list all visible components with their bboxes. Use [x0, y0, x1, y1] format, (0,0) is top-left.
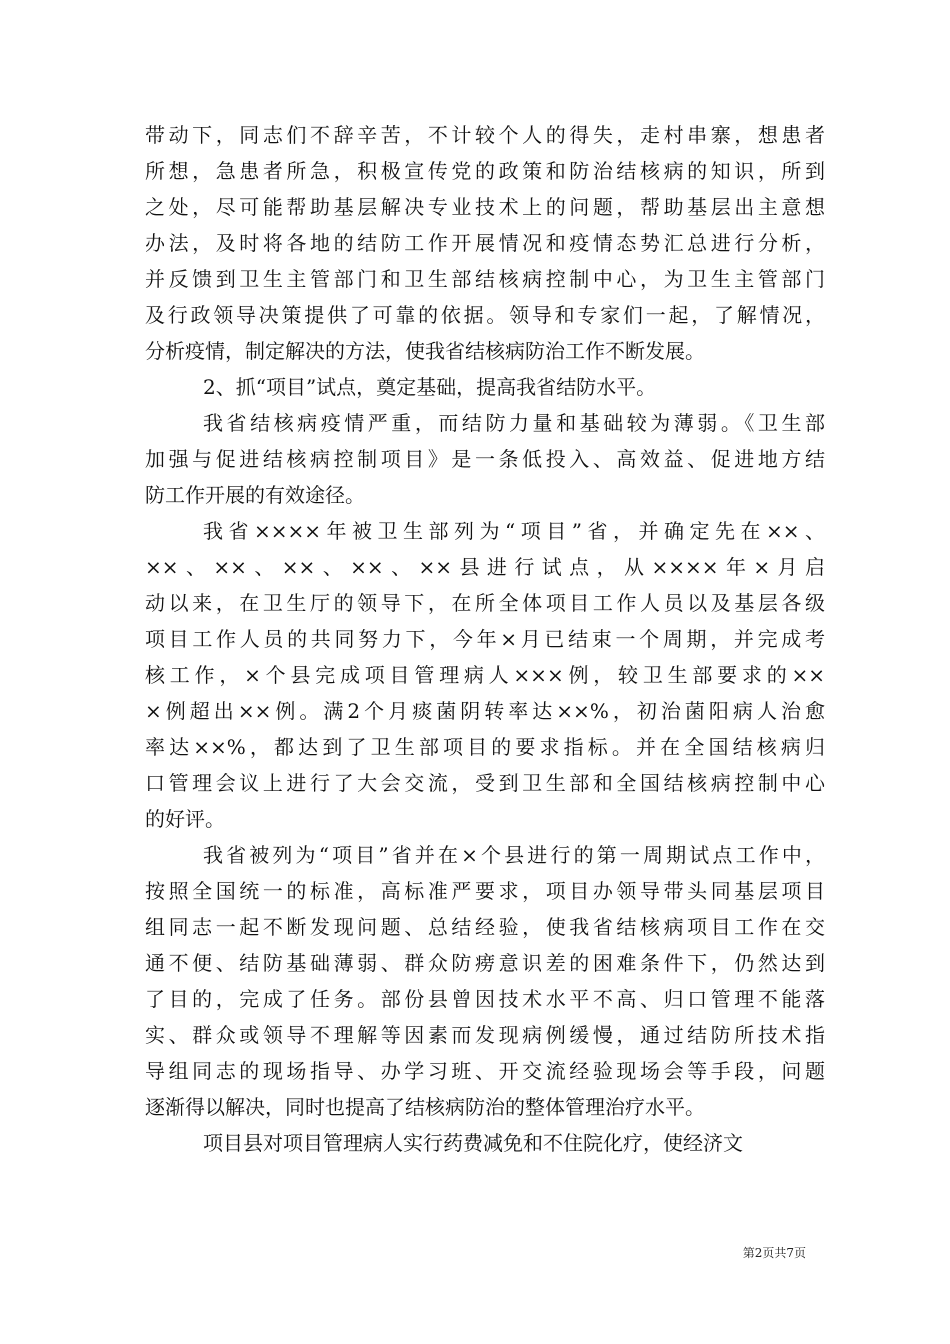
text-line: ××、××、××、××、××县进行试点，从××××年×月启: [145, 555, 825, 579]
text-line: 我省结核病疫情严重，而结防力量和基础较为薄弱。《卫生部: [203, 411, 825, 435]
text-line: 2、抓“项目”试点，奠定基础，提高我省结防水平。: [203, 375, 657, 399]
paragraph: [145, 369, 825, 405]
text-line: 我省××××年被卫生部列为“项目”省，并确定先在××、: [203, 519, 825, 543]
text-line: 并反馈到卫生主管部门和卫生部结核病控制中心，为卫生主管部门: [145, 267, 825, 291]
paragraph: [145, 117, 825, 369]
text-line: 防工作开展的有效途径。: [145, 483, 365, 507]
text-line: 办法，及时将各地的结防工作开展情况和疫情态势汇总进行分析，: [145, 231, 825, 255]
paragraph: [145, 513, 825, 837]
text-line: 项目县对项目管理病人实行药费减免和不住院化疗，使经济文: [203, 1131, 743, 1155]
text-line: 核工作，×个县完成项目管理病人×××例，较卫生部要求的××: [145, 663, 825, 687]
text-line: 按照全国统一的标准，高标准严要求，项目办领导带头同基层项目: [145, 879, 825, 903]
text-line: 口管理会议上进行了大会交流，受到卫生部和全国结核病控制中心: [145, 771, 825, 795]
text-line: 加强与促进结核病控制项目》是一条低投入、高效益、促进地方结: [145, 447, 825, 471]
text-line: 项目工作人员的共同努力下，今年×月已结束一个周期，并完成考: [145, 627, 825, 651]
text-line: 导组同志的现场指导、办学习班、开交流经验现场会等手段，问题: [145, 1059, 825, 1083]
text-line: 带动下，同志们不辞辛苦，不计较个人的得失，走村串寨，想患者: [145, 123, 825, 147]
text-line: 分析疫情，制定解决的方法，使我省结核病防治工作不断发展。: [145, 339, 705, 363]
document-body: [145, 117, 825, 1161]
paragraph: [145, 405, 825, 513]
text-line: 组同志一起不断发现问题、总结经验，使我省结核病项目工作在交: [145, 915, 825, 939]
page-number: 第2页共7页: [742, 1246, 806, 1260]
text-line: 率达××%，都达到了卫生部项目的要求指标。并在全国结核病归: [145, 735, 825, 759]
text-line: 的好评。: [145, 807, 225, 831]
text-line: 动以来，在卫生厅的领导下，在所全体项目工作人员以及基层各级: [145, 591, 825, 615]
text-line: ×例超出××例。满2个月痰菌阴转率达××%，初治菌阳病人治愈: [145, 699, 825, 723]
paragraph: [145, 837, 825, 1125]
text-line: 实、群众或领导不理解等因素而发现病例缓慢，通过结防所技术指: [145, 1023, 825, 1047]
text-line: 之处，尽可能帮助基层解决专业技术上的问题，帮助基层出主意想: [145, 195, 825, 219]
text-line: 我省被列为“项目”省并在×个县进行的第一周期试点工作中，: [203, 843, 825, 867]
text-line: 及行政领导决策提供了可靠的依据。领导和专家们一起，了解情况，: [145, 303, 825, 327]
text-line: 所想，急患者所急，积极宣传党的政策和防治结核病的知识，所到: [145, 159, 825, 183]
text-line: 逐渐得以解决，同时也提高了结核病防治的整体管理治疗水平。: [145, 1095, 705, 1119]
text-line: 了目的，完成了任务。部份县曾因技术水平不高、归口管理不能落: [145, 987, 825, 1011]
text-line: 通不便、结防基础薄弱、群众防痨意识差的困难条件下，仍然达到: [145, 951, 825, 975]
paragraph: [145, 1125, 825, 1161]
